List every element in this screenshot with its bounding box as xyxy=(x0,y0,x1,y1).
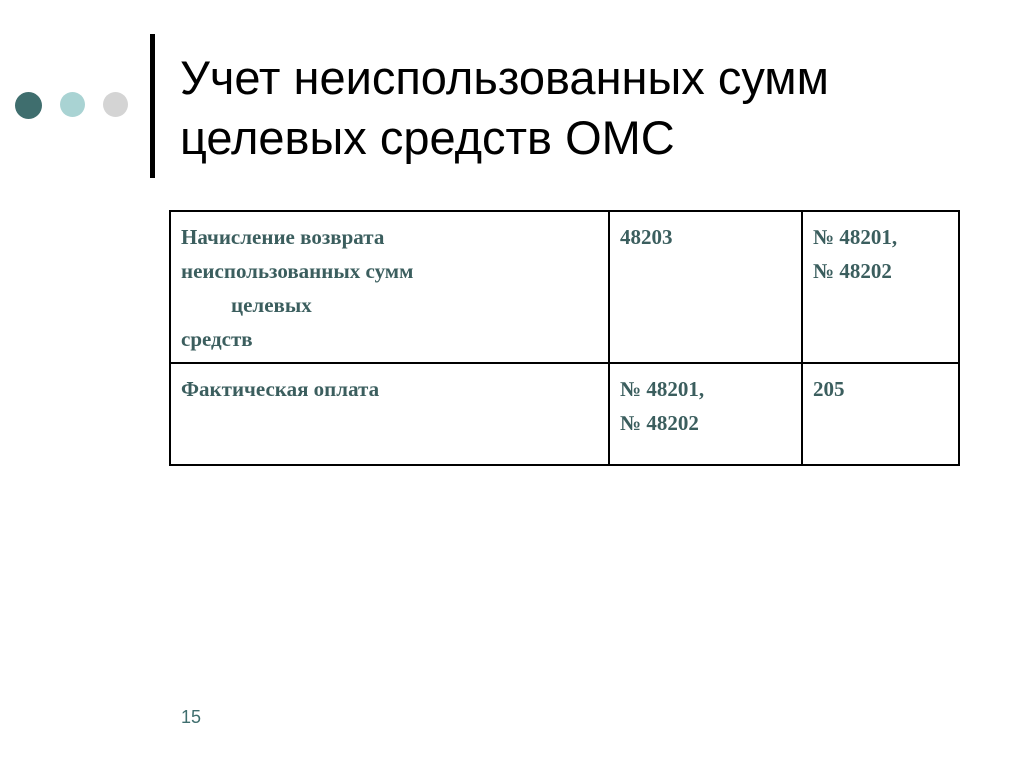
table-cell-credit xyxy=(802,363,959,465)
table-row xyxy=(170,363,959,465)
cell-line: средств xyxy=(181,327,253,351)
cell-line: целевых xyxy=(231,293,312,317)
cell-line: Начисление возврата xyxy=(181,225,385,249)
table-cell-debit xyxy=(609,211,802,363)
table-cell-credit xyxy=(802,211,959,363)
cell-line: № 48201, xyxy=(620,377,705,401)
table-cell-debit xyxy=(609,363,802,465)
decorative-dot-teal xyxy=(60,92,85,117)
table-cell-description xyxy=(170,363,609,465)
cell-line: № 48201, xyxy=(813,225,898,249)
cell-line: неиспользованных сумм xyxy=(181,259,414,283)
page-number: 15 xyxy=(181,707,202,727)
cell-line: № 48202 xyxy=(620,411,699,435)
slide-title xyxy=(180,48,1000,168)
cell-line: Фактическая оплата xyxy=(181,377,380,401)
slide-title-line-2: целевых средств ОМС xyxy=(180,111,675,164)
table-row xyxy=(170,211,959,363)
title-divider xyxy=(150,34,155,178)
decorative-dot-dark xyxy=(15,92,42,119)
cell-line: № 48202 xyxy=(813,259,892,283)
cell-line: 205 xyxy=(813,377,845,401)
slide-title-line-1: Учет неиспользованных сумм xyxy=(180,51,829,104)
cell-line: 48203 xyxy=(620,225,673,249)
decorative-dot-gray xyxy=(103,92,128,117)
accounting-table xyxy=(169,210,960,466)
table-cell-description xyxy=(170,211,609,363)
